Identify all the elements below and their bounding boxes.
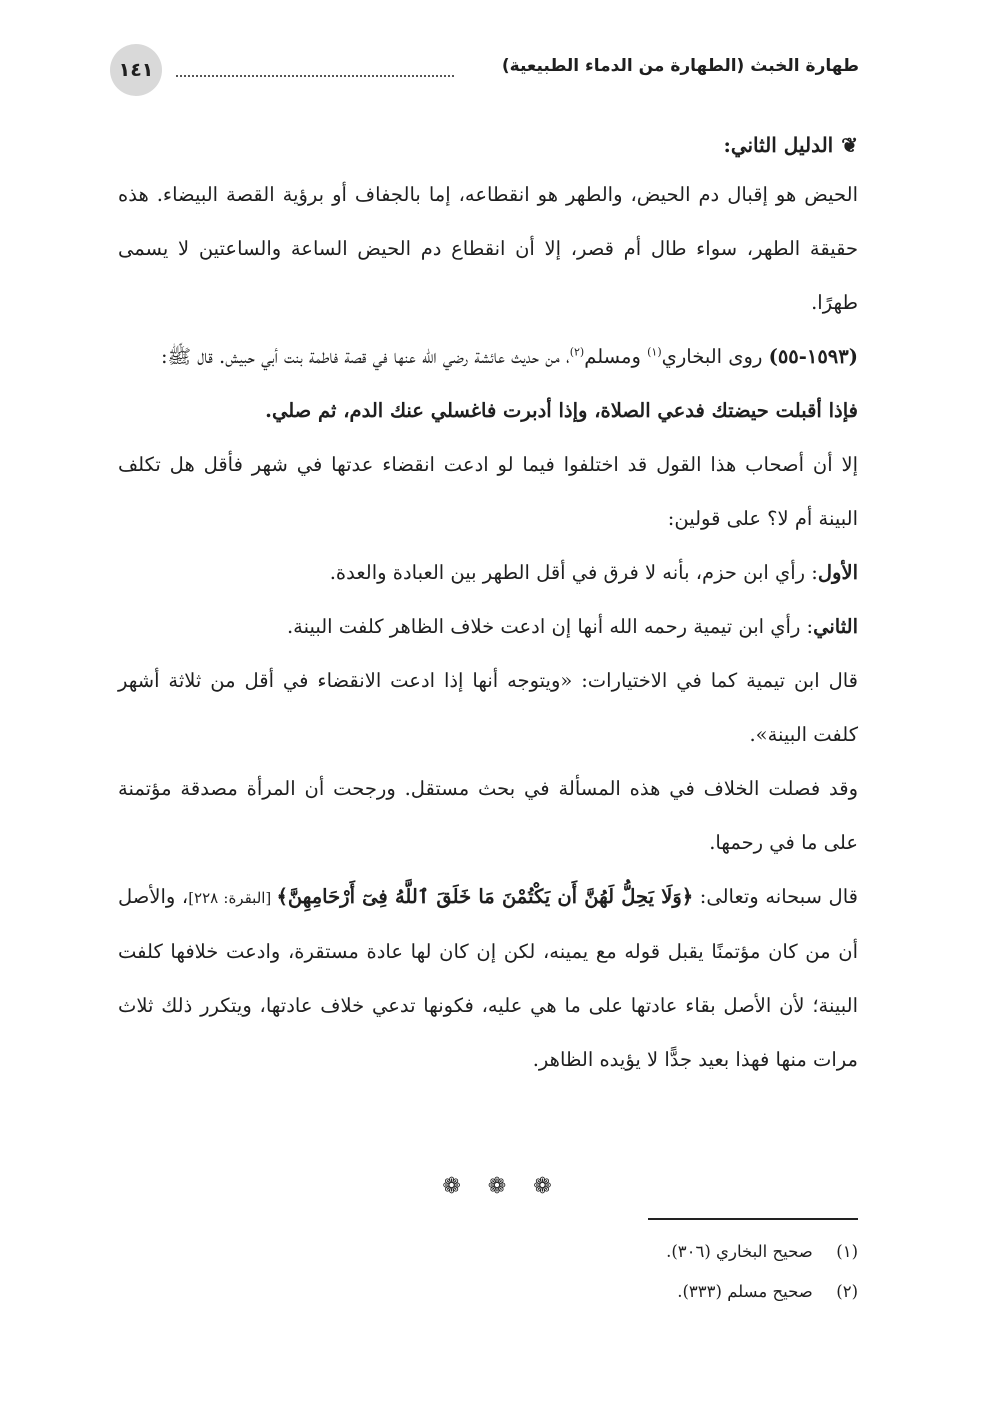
footnote-number: (٢) (836, 1282, 858, 1301)
paragraph-disagreement: إلا أن أصحاب هذا القول قد اختلفوا فيما لو ادعت انقضاء عدتها في شهر فأقل هل تكلف البينة أم لا؟ على قولين: (118, 453, 858, 530)
hadith-number: (١٥٩٣-٥٥) (768, 345, 858, 368)
hadith-source-c: ، من حديث عائشة رضي الله عنها في قصة فاطمة بنت أبي حبيش. قال ﷺ: (160, 345, 570, 368)
page-number: ١٤١ (110, 44, 162, 96)
hadith-text: فإذا أقبلت حيضتك فدعي الصلاة، وإذا أدبرت فاغسلي عنك الدم، ثم صلي. (265, 399, 858, 422)
paragraph-author-view: وقد فصلت الخلاف في هذه المسألة في بحث مستقل. ورجحت أن المرأة مصدقة مؤتمنة على ما في رحمها. (118, 777, 858, 854)
page-body (118, 122, 858, 1087)
first-opinion-label: الأول (817, 561, 858, 584)
paragraph-second-opinion (118, 600, 858, 654)
paragraph-quran-evidence (118, 870, 858, 1087)
paragraph-ibn-taymiyya-quote: قال ابن تيمية كما في الاختيارات: «ويتوجه أنها إذا ادعت الانقضاء في أقل من ثلاثة أشهر كلفت البينة». (118, 669, 858, 746)
section-separator: ❁ ❁ ❁ (442, 1174, 562, 1199)
quran-intro: قال سبحانه وتعالى: (693, 885, 858, 908)
section-heading (118, 122, 858, 168)
quran-reference: [البقرة: ٢٢٨] (188, 889, 277, 907)
quran-verse: ﴿وَلَا يَحِلُّ لَهُنَّ أَن يَكْتُمْنَ مَا خَلَقَ ٱللَّهُ فِىٓ أَرْحَامِهِنَّ﴾ (276, 885, 694, 908)
paragraph-hadith-source (118, 330, 858, 384)
footnote-number: (١) (836, 1242, 858, 1261)
footnote-text: صحيح البخاري (٣٠٦). (666, 1242, 813, 1261)
footnote-rule (648, 1218, 858, 1220)
footnotes (666, 1232, 858, 1312)
footnote-item (666, 1232, 858, 1272)
footnote-ref-1[interactable]: (١) (647, 345, 662, 359)
second-opinion-label: الثاني (813, 615, 858, 638)
footnote-item (666, 1272, 858, 1312)
running-title: طهارة الخبث (الطهارة من الدماء الطبيعية) (501, 56, 859, 76)
hadith-source-b: ومسلم (584, 345, 648, 368)
first-opinion-text: : رأي ابن حزم، بأنه لا فرق في أقل الطهر بين العبادة والعدة. (329, 561, 818, 584)
footnote-ref-2[interactable]: (٢) (569, 345, 585, 359)
second-opinion-text: : رأي ابن تيمية رحمه الله أنها إن ادعت خلاف الظاهر كلفت البينة. (286, 615, 814, 638)
quran-discussion: ، والأصل أن من كان مؤتمنًا يقبل قوله مع يمينه، لكن إن كان لها عادة مستقرة، وادعت خلافها كلفت البينة؛ لأن الأصل بقاء عادتها على ما هي عليه، فكونها تدعي خلاف عادتها، ويتكرر ذلك ثلاث مرات منها فهذا بعيد جدًّا لا يؤيده الظاهر. (118, 885, 858, 1071)
hadith-source-a: روى البخاري (661, 345, 769, 368)
page-header (110, 44, 859, 96)
leaf-bullet-icon: ❦ (841, 133, 858, 157)
section-heading-text: الدليل الثاني: (723, 133, 834, 157)
paragraph-first-opinion (118, 546, 858, 600)
footnote-text: صحيح مسلم (٣٣٣). (677, 1282, 813, 1301)
paragraph-definition: الحيض هو إقبال دم الحيض، والطهر هو انقطاعه، إما بالجفاف أو برؤية القصة البيضاء. هذه حقيقة الطهر، سواء طال أم قصر، إلا أن انقطاع دم الحيض الساعة والساعتين لا يسمى طهرًا. (118, 183, 858, 314)
header-dotted-leader (176, 75, 454, 77)
